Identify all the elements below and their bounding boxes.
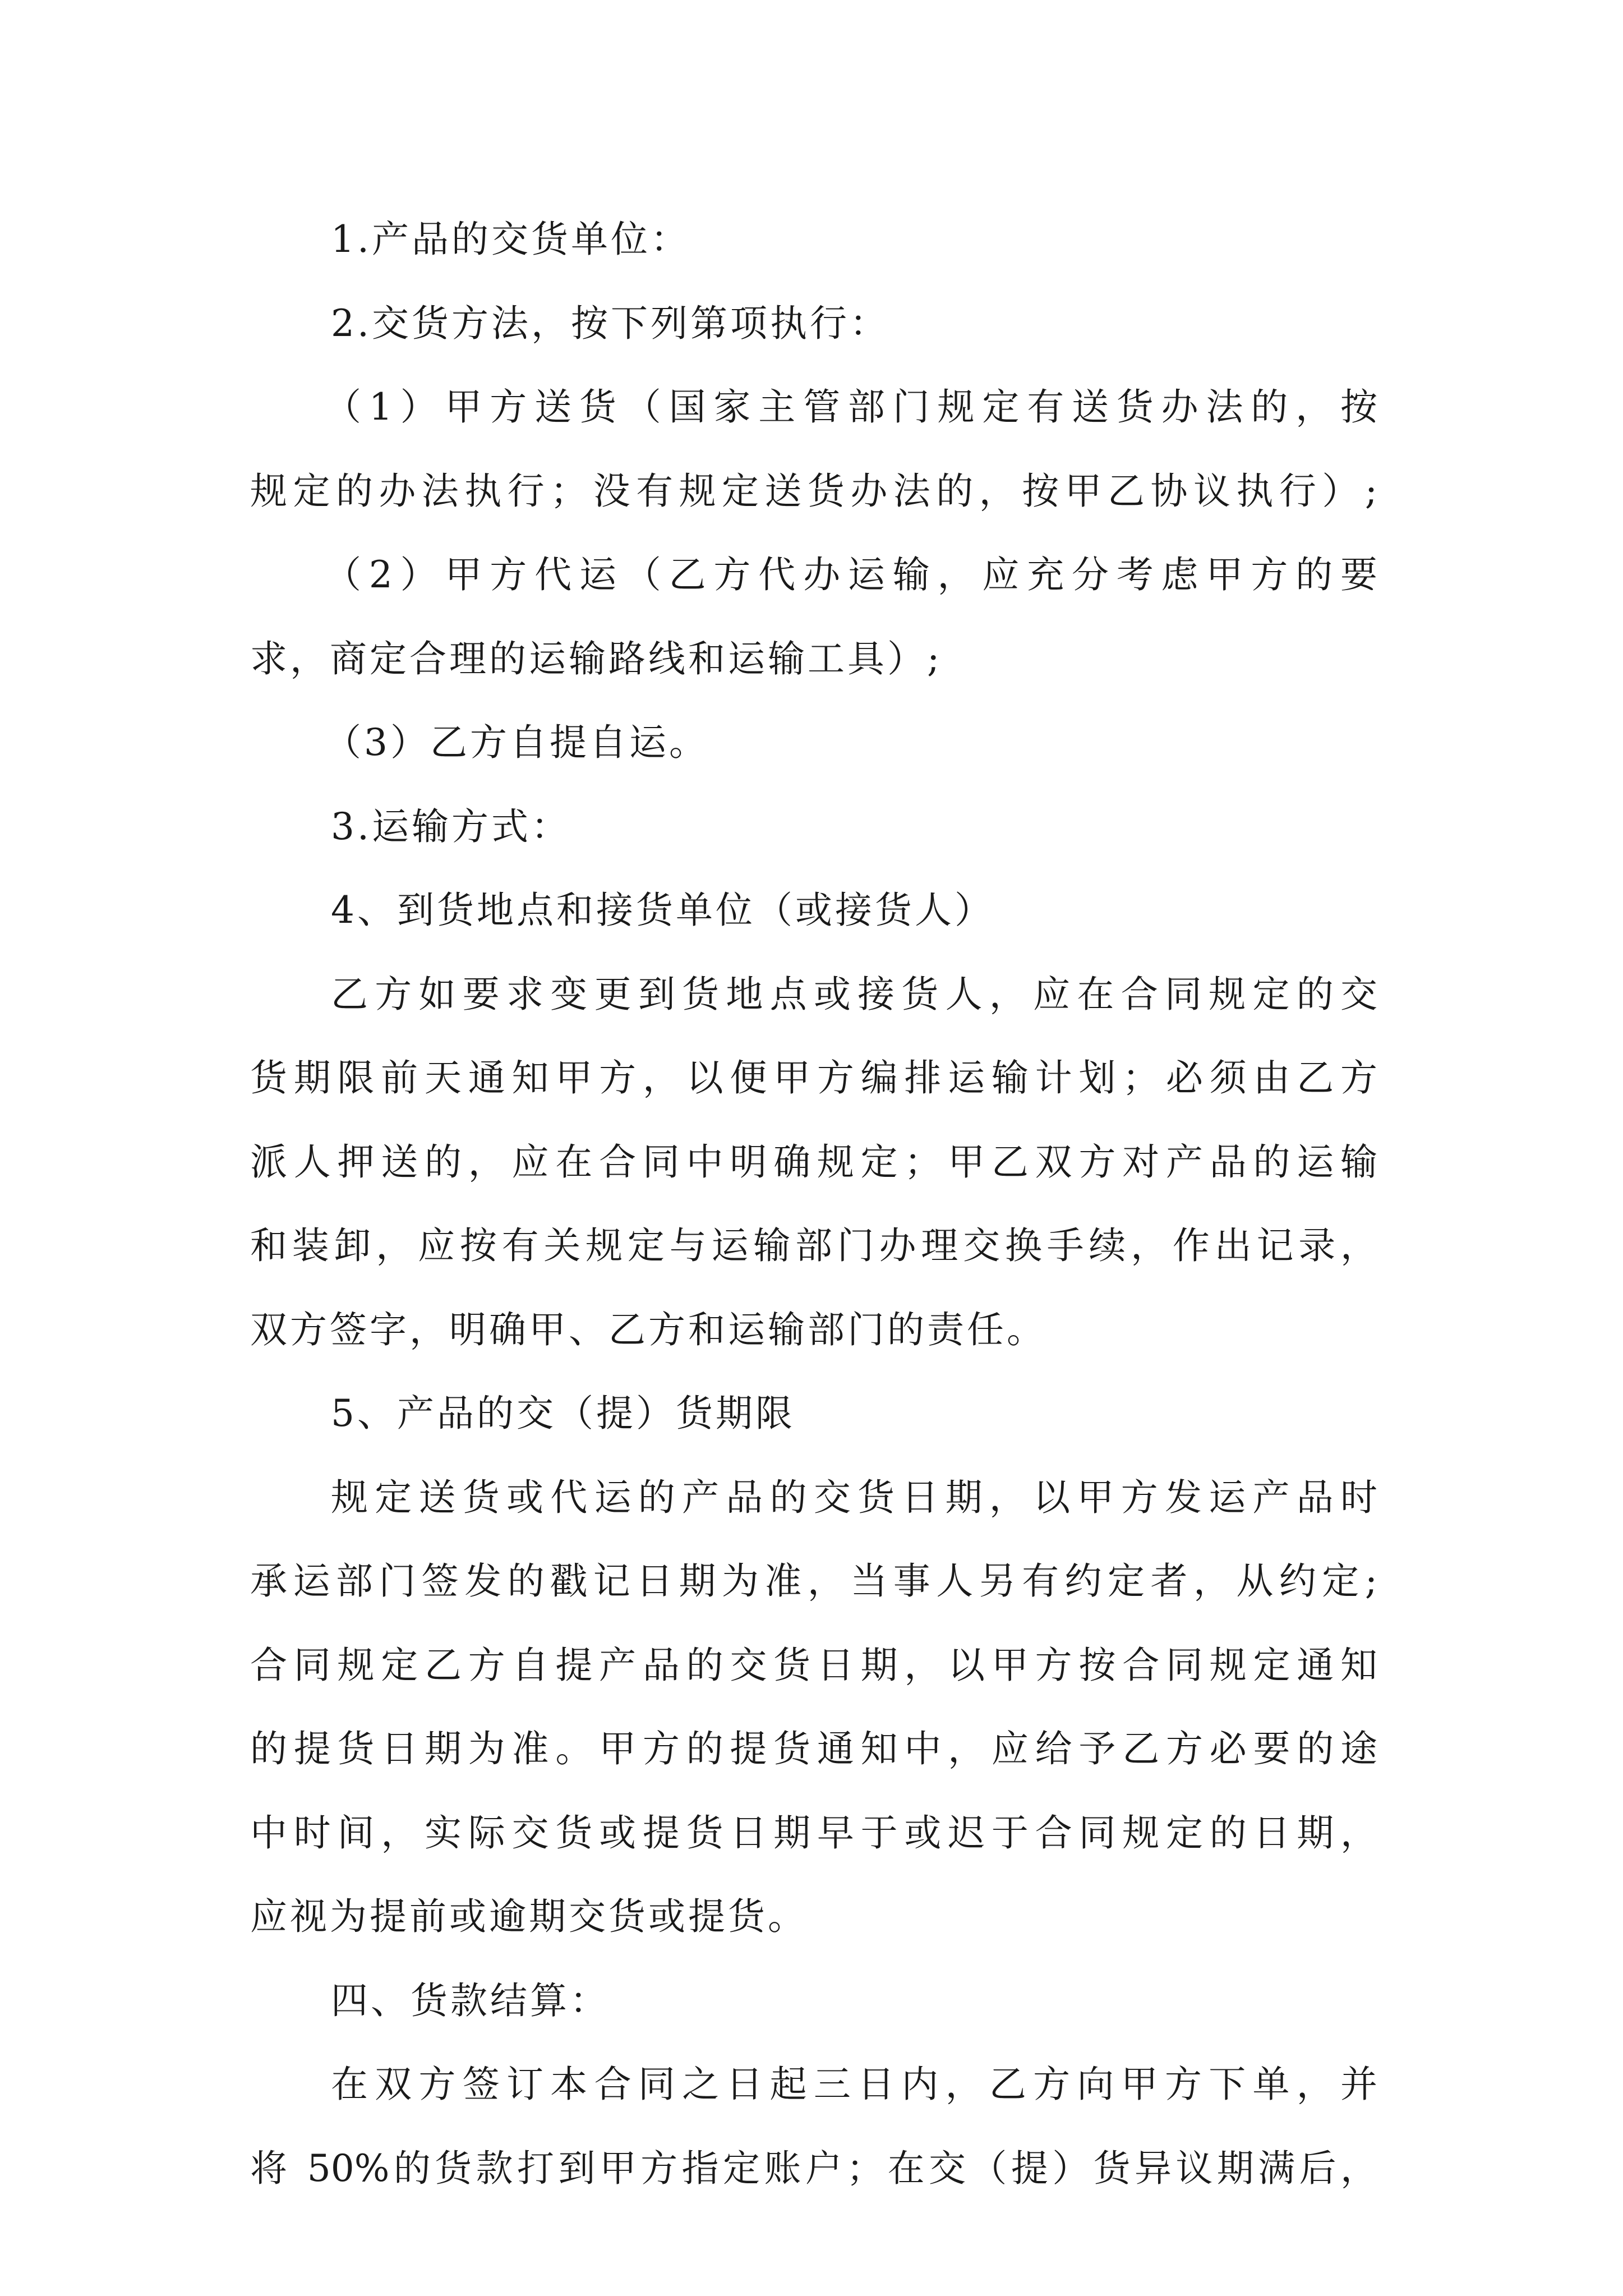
arrival-paragraph-line-5: 双方签字，明确甲、乙方和运输部门的责任。 [250, 1308, 1046, 1351]
item-delivery-unit: 1.产品的交货单位： [331, 218, 690, 261]
payment-paragraph-line-2: 将 50%的货款打到甲方指定账户；在交（提）货异议期满后， [250, 2146, 1377, 2190]
period-paragraph-line-4: 的提货日期为准。甲方的提货通知中，应给予乙方必要的途 [250, 1727, 1377, 1770]
section-payment-heading: 四、货款结算： [331, 1978, 610, 2022]
item-arrival-location-heading: 4、到货地点和接货单位（或接货人） [331, 889, 994, 932]
period-paragraph-line-2: 承运部门签发的戳记日期为准，当事人另有约定者，从约定; [250, 1559, 1377, 1603]
arrival-paragraph-line-3: 派人押送的，应在合同中明确规定；甲乙双方对产品的运输 [250, 1140, 1377, 1184]
sub-item-2-line-2: 求，商定合理的运输路线和运输工具）; [250, 637, 943, 680]
payment-paragraph-line-1: 在双方签订本合同之日起三日内，乙方向甲方下单，并 [331, 2063, 1377, 2106]
arrival-paragraph-line-2: 货期限前天通知甲方，以便甲方编排运输计划；必须由乙方 [250, 1056, 1377, 1099]
period-paragraph-line-5: 中时间，实际交货或提货日期早于或迟于合同规定的日期， [250, 1811, 1377, 1855]
period-paragraph-line-6: 应视为提前或逾期交货或提货。 [250, 1895, 808, 1938]
arrival-paragraph-line-4: 和装卸，应按有关规定与运输部门办理交换手续，作出记录， [250, 1224, 1377, 1267]
sub-item-1-line-2: 规定的办法执行；没有规定送货办法的，按甲乙协议执行）; [250, 469, 1377, 513]
sub-item-2-line-1: （2）甲方代运（乙方代办运输，应充分考虑甲方的要 [324, 553, 1377, 596]
period-paragraph-line-1: 规定送货或代运的产品的交货日期，以甲方发运产品时 [331, 1475, 1377, 1519]
sub-item-3: （3）乙方自提自运。 [324, 721, 709, 764]
item-delivery-method: 2.交货方法，按下列第项执行： [331, 301, 889, 345]
sub-item-1-line-1: （1）甲方送货（国家主管部门规定有送货办法的，按 [324, 385, 1377, 429]
item-delivery-period-heading: 5、产品的交（提）货期限 [331, 1392, 795, 1435]
item-transport-mode: 3.运输方式： [331, 804, 571, 848]
arrival-paragraph-line-1: 乙方如要求变更到货地点或接货人，应在合同规定的交 [331, 972, 1377, 1016]
document-body [250, 197, 1377, 2210]
period-paragraph-line-3: 合同规定乙方自提产品的交货日期，以甲方按合同规定通知 [250, 1643, 1377, 1687]
